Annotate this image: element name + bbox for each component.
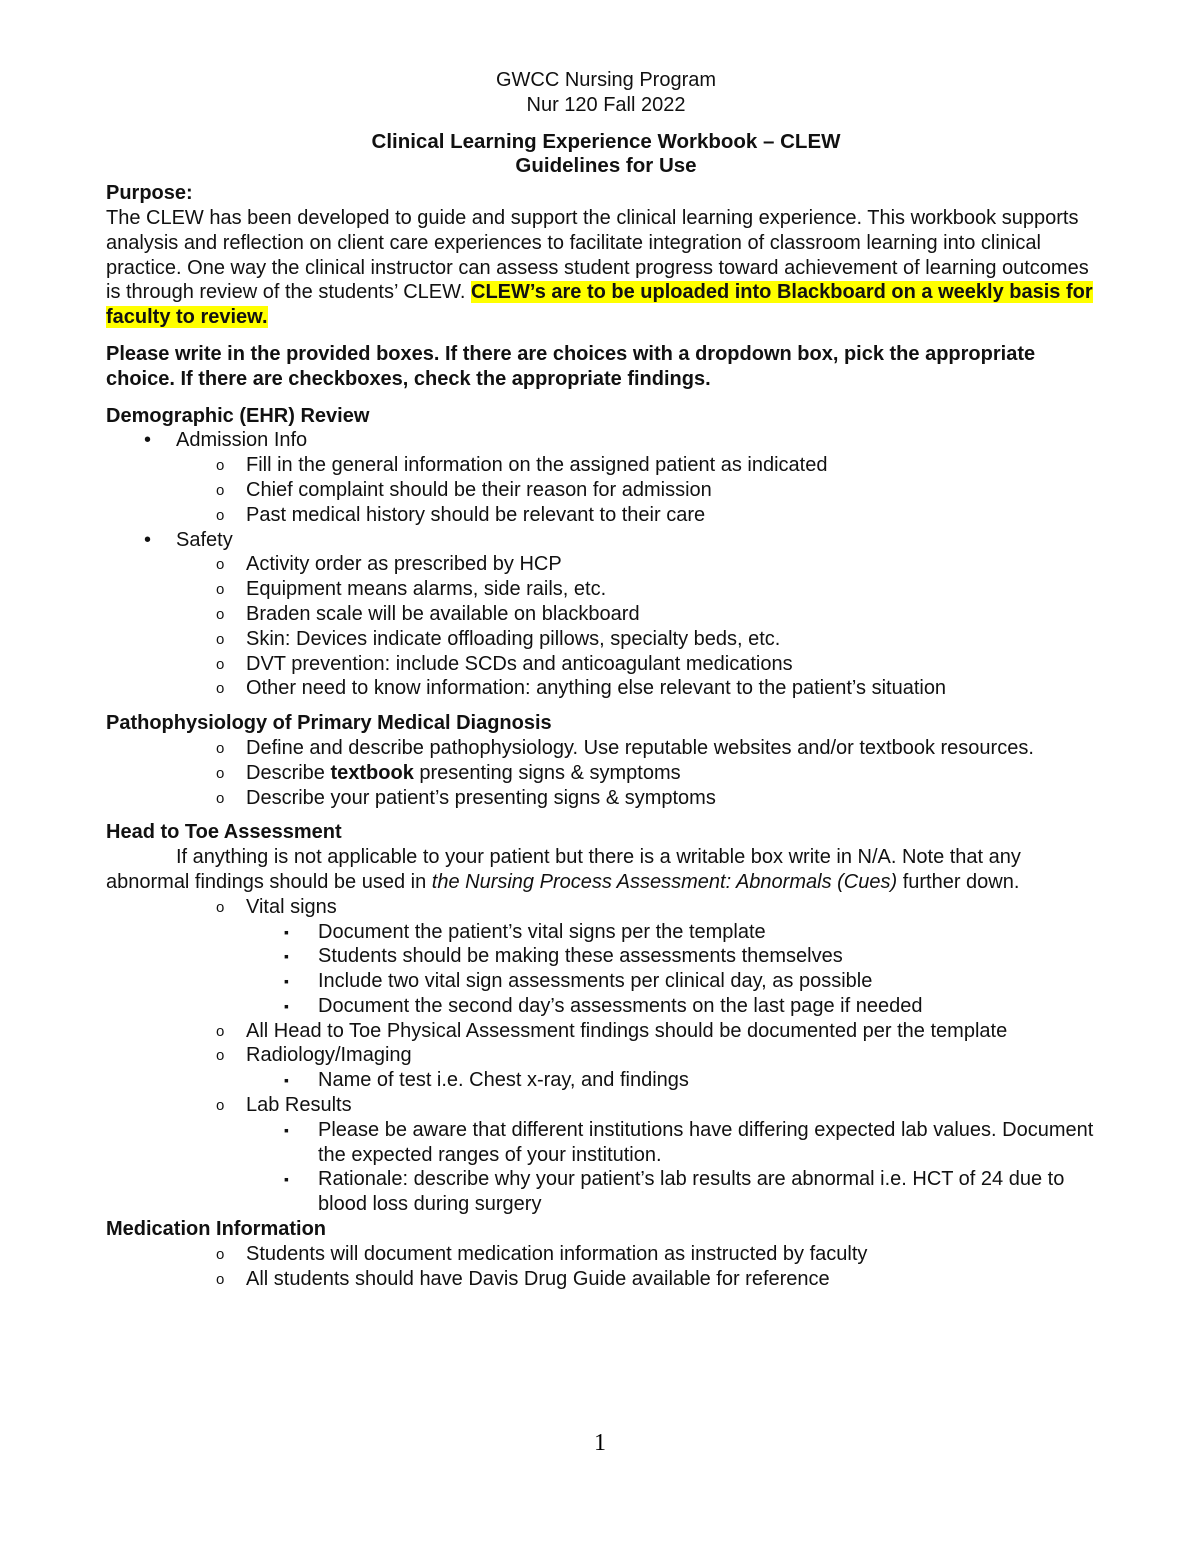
- list-item: o Skin: Devices indicate offloading pillows, specialty beds, etc.: [106, 627, 1106, 652]
- list-item: ▪ Document the second day’s assessments on the last page if needed: [284, 994, 923, 1017]
- square-bullet-icon: ▪: [284, 1072, 289, 1089]
- circle-bullet-icon: o: [216, 764, 225, 782]
- circle-bullet-icon: o: [216, 556, 225, 574]
- square-bullet-icon: ▪: [284, 948, 289, 965]
- purpose-text: The CLEW has been developed to guide and support the clinical learning experience. This workbook supports analysis and reflection on client care experiences to facilitate integration of classroom learning into clinical practice. One way the clinical instructor can assess student progress toward achievement of learning outcomes is through review of the students’ CLEW.: [106, 206, 1089, 304]
- list-item: o Describe your patient’s presenting signs & symptoms: [106, 786, 1106, 811]
- list-item: o Lab Results: [106, 1093, 1106, 1118]
- circle-bullet-icon: o: [216, 1245, 225, 1263]
- list-item: o Braden scale will be available on blackboard: [106, 602, 1106, 627]
- square-bullet-icon: ▪: [284, 923, 289, 940]
- purpose-heading: Purpose:: [106, 182, 193, 205]
- list-item: o Describe textbook presenting signs & symptoms: [106, 761, 1106, 786]
- list-item: o Define and describe pathophysiology. Use reputable websites and/or textbook resources.: [106, 736, 1106, 761]
- list-item: o All Head to Toe Physical Assessment findings should be documented per the template: [106, 1019, 1106, 1044]
- list-item: ▪ Document the patient’s vital signs per the template: [284, 920, 766, 943]
- patho-heading: Pathophysiology of Primary Medical Diagnosis: [106, 712, 552, 735]
- list-item: o DVT prevention: include SCDs and anticoagulant medications: [106, 652, 1106, 677]
- page-number: 1: [594, 1430, 606, 1456]
- circle-bullet-icon: o: [216, 739, 225, 757]
- circle-bullet-icon: o: [216, 506, 225, 524]
- program-name: GWCC Nursing Program: [495, 69, 717, 91]
- list-item: o Fill in the general information on the assigned patient as indicated: [106, 453, 1106, 478]
- list-item: • Safety: [144, 528, 233, 551]
- square-bullet-icon: ▪: [284, 1171, 289, 1188]
- demographic-list: [106, 428, 1106, 701]
- circle-bullet-icon: o: [216, 680, 225, 698]
- square-bullet-icon: ▪: [284, 973, 289, 990]
- circle-bullet-icon: o: [216, 481, 225, 499]
- upload-highlight: CLEW’s are to be uploaded into Blackboard on a weekly basis for faculty to review.: [106, 281, 1093, 329]
- circle-bullet-icon: o: [216, 1047, 225, 1065]
- patho-list: [106, 736, 1106, 810]
- list-item: o Radiology/Imaging: [106, 1043, 1106, 1068]
- list-item: o Equipment means alarms, side rails, etc.: [106, 577, 1106, 602]
- list-item: ▪ Name of test i.e. Chest x-ray, and findings: [284, 1069, 689, 1092]
- course-term: Nur 120 Fall 2022: [526, 93, 686, 116]
- head-to-toe-intro: If anything is not applicable to your patient but there is a writable box write in N/A. Note that any abnormal findings should be used in the Nursing Process Assessment: Abnormals (Cues) further down.: [106, 846, 1021, 893]
- bullet-icon: •: [144, 528, 152, 551]
- purpose-paragraph: [106, 206, 1106, 330]
- circle-bullet-icon: o: [216, 898, 225, 916]
- circle-bullet-icon: o: [216, 789, 225, 807]
- list-item: o Vital signs: [106, 895, 1106, 920]
- head-to-toe-list: [106, 895, 1106, 1217]
- circle-bullet-icon: o: [216, 605, 225, 623]
- square-bullet-icon: ▪: [284, 997, 289, 1014]
- document-subtitle: Guidelines for Use: [515, 154, 697, 178]
- list-item: o Activity order as prescribed by HCP: [106, 552, 1106, 577]
- list-item: o Students will document medication information as instructed by faculty: [106, 1242, 1106, 1267]
- document-page: [106, 68, 1106, 1291]
- head-to-toe-heading: Head to Toe Assessment: [106, 821, 342, 844]
- list-item: ▪ Students should be making these assessments themselves: [284, 945, 843, 968]
- medication-list: [106, 1242, 1106, 1292]
- list-item: ▪ Please be aware that different institutions have differing expected lab values. Document the expected ranges of your institution.: [284, 1118, 1094, 1166]
- list-item: o Past medical history should be relevant to their care: [106, 503, 1106, 528]
- list-item: ▪ Include two vital sign assessments per clinical day, as possible: [284, 970, 873, 993]
- list-item: o Other need to know information: anything else relevant to the patient’s situation: [106, 676, 1106, 701]
- circle-bullet-icon: o: [216, 630, 225, 648]
- document-title: Clinical Learning Experience Workbook – CLEW: [371, 129, 841, 153]
- circle-bullet-icon: o: [216, 1097, 225, 1115]
- circle-bullet-icon: o: [216, 581, 225, 599]
- instructions-text: Please write in the provided boxes. If there are choices with a dropdown box, pick the appropriate choice. If there are checkboxes, check the appropriate findings.: [106, 342, 1036, 390]
- medication-heading: Medication Information: [106, 1218, 326, 1241]
- demographic-heading: Demographic (EHR) Review: [106, 404, 370, 427]
- square-bullet-icon: ▪: [284, 1121, 289, 1138]
- circle-bullet-icon: o: [216, 1022, 225, 1040]
- list-item: • Admission Info: [144, 429, 308, 452]
- list-item: ▪ Rationale: describe why your patient’s lab results are abnormal i.e. HCT of 24 due to blood loss during surgery: [284, 1168, 1065, 1216]
- list-item: o Chief complaint should be their reason for admission: [106, 478, 1106, 503]
- circle-bullet-icon: o: [216, 1270, 225, 1288]
- list-item: o All students should have Davis Drug Guide available for reference: [106, 1267, 1106, 1292]
- circle-bullet-icon: o: [216, 655, 225, 673]
- circle-bullet-icon: o: [216, 457, 225, 475]
- bullet-icon: •: [144, 429, 152, 452]
